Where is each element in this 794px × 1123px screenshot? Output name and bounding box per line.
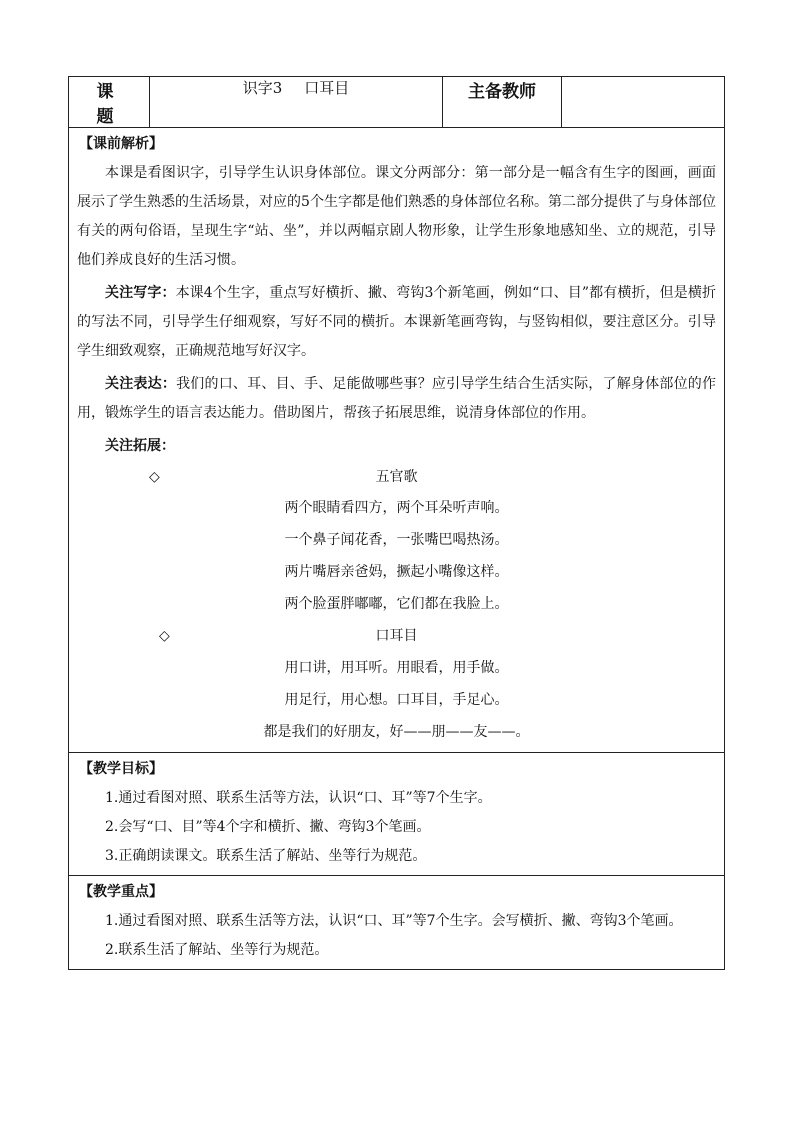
analysis-paragraph: 本课是看图识字，引导学生认识身体部位。课文分两部分：第一部分是一幅含有生字的图画，画面展示了学生熟悉的生活场景，对应的5个生字都是他们熟悉的身体部位名称。第二部分提供了与身体部位有关的两句俗语，呈现生字“站、坐”，并以两幅京剧人物形象，让学生形象地感知坐、立的规范，引导他们养成良好的生活习惯。 — [77, 165, 716, 268]
expression-paragraph — [77, 370, 716, 428]
diamond-icon: ◇ — [149, 469, 160, 485]
poem1-line: 两个眼睛看四方，两个耳朵听声响。 — [284, 500, 509, 516]
lesson-title-cell — [150, 77, 443, 128]
goal-item: 1.通过看图对照、联系生活等方法，认识“口、耳”等7个生字。 — [105, 790, 492, 806]
expression-label: 关注表达： — [105, 376, 177, 392]
key-points-row — [69, 876, 725, 970]
header-row — [69, 77, 725, 128]
lesson-plan-document — [68, 76, 725, 970]
goals-title: 【教学目标】 — [79, 761, 163, 777]
lesson-number: 识字3 — [242, 79, 283, 97]
teacher-value — [562, 77, 725, 128]
analysis-title: 【课前解析】 — [79, 136, 163, 152]
extension-label: 关注拓展： — [105, 438, 175, 454]
teacher-label: 主备教师 — [443, 77, 562, 128]
key-point-item: 1.通过看图对照、联系生活等方法，认识“口、耳”等7个生字。会写横折、撇、弯钩3个笔画。 — [105, 913, 683, 929]
poem1-title: 五官歌 — [375, 469, 418, 485]
poem1-line: 一个鼻子闻花香，一张嘴巴喝热汤。 — [284, 532, 509, 548]
expression-text: 我们的口、耳、目、手、足能做哪些事？应引导学生结合生活实际，了解身体部位的作用，锻炼学生的语言表达能力。借助图片，帮孩子拓展思维，说清身体部位的作用。 — [77, 376, 717, 421]
diamond-icon: ◇ — [159, 628, 170, 644]
goals-section — [69, 753, 724, 875]
poem1-line: 两片嘴唇亲爸妈，撅起小嘴像这样。 — [284, 564, 509, 580]
analysis-section — [69, 128, 724, 752]
goal-item: 2.会写“口、目”等4个字和横折、撇、弯钩3个笔画。 — [105, 819, 431, 835]
lesson-plan-table — [68, 76, 725, 970]
key-point-item: 2.联系生活了解站、坐等行为规范。 — [105, 942, 329, 958]
poem2-line: 用口讲，用耳听。用眼看，用手做。 — [284, 660, 509, 676]
writing-text: 本课4个生字，重点写好横折、撇、弯钩3个新笔画，例如“口、目”都有横折，但是横折的写法不同，引导学生仔细观察，写好不同的横折。本课新笔画弯钩，与竖钩相似，要注意区分。引导学生细致观察，正确规范地写好汉字。 — [77, 285, 716, 359]
goal-item: 3.正确朗读课文。联系生活了解站、坐等行为规范。 — [105, 848, 427, 864]
analysis-row — [69, 128, 725, 753]
lesson-title: 口耳目 — [304, 79, 350, 97]
key-points-title: 【教学重点】 — [79, 884, 163, 900]
key-points-section — [69, 876, 724, 969]
writing-label: 关注写字： — [105, 285, 176, 301]
poem2-heading — [77, 620, 716, 652]
topic-label: 课 题 — [69, 77, 150, 128]
goals-row — [69, 753, 725, 876]
writing-paragraph — [77, 279, 716, 366]
poem2-title: 口耳目 — [375, 628, 418, 644]
poem2-line: 用足行，用心想。口耳目，手足心。 — [284, 692, 509, 708]
poem1-line: 两个脸蛋胖嘟嘟，它们都在我脸上。 — [284, 596, 509, 612]
extension-heading — [77, 432, 716, 461]
poem2-line: 都是我们的好朋友，好——朋——友——。 — [263, 724, 530, 740]
poem1-heading — [77, 463, 716, 492]
